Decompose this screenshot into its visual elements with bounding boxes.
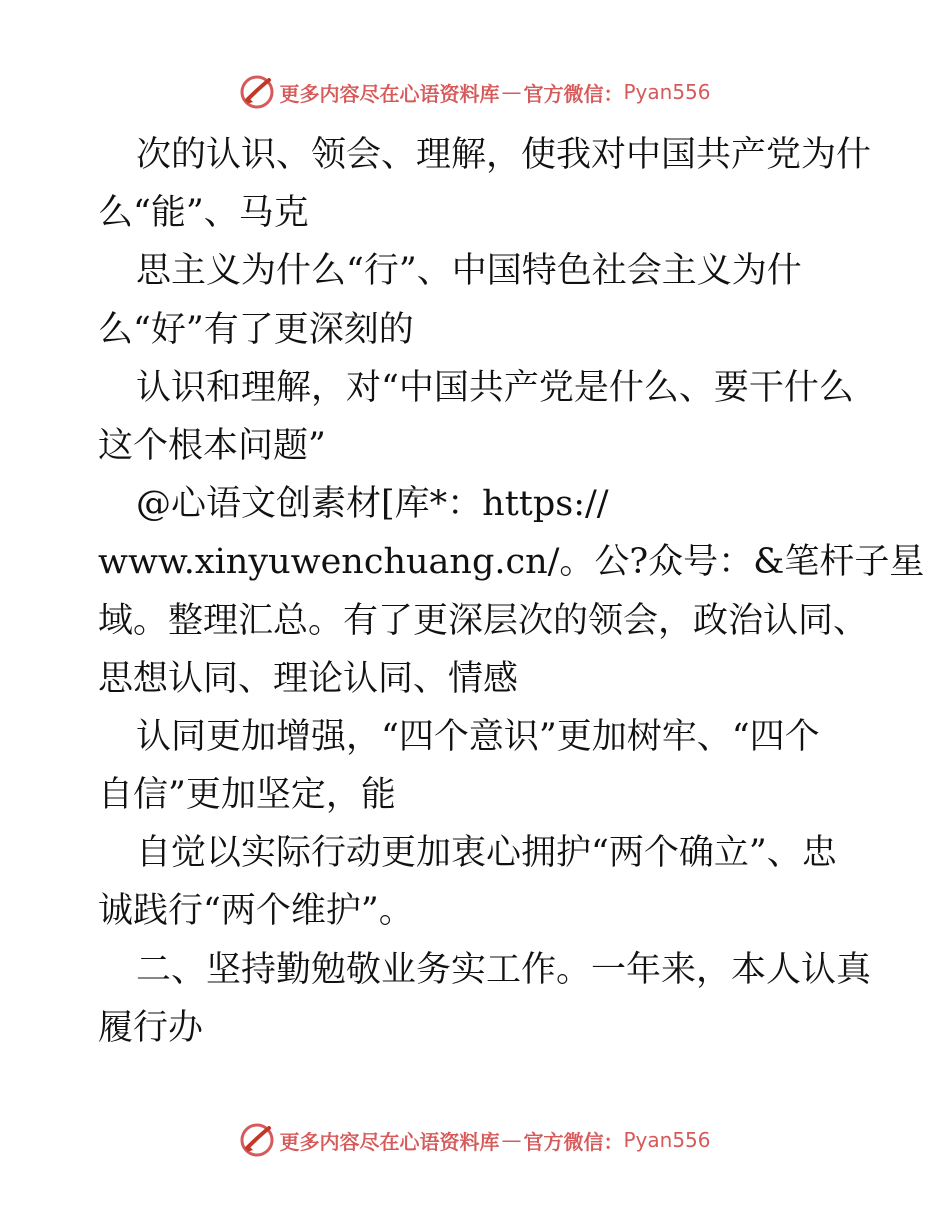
text-line: 认识和理解，对“中国共产党是什么、要干什么 (136, 367, 854, 408)
header-account-id: Pyan556 (623, 80, 711, 104)
header-account-label: 官方微信： (523, 81, 624, 106)
body-text (98, 126, 925, 1057)
text-line: 么“好”有了更深刻的 (98, 309, 414, 350)
footer-banner-text: 更多内容尽在心语资料库 (279, 1129, 500, 1154)
text-line: 思想认同、理论认同、情感 (98, 658, 519, 699)
text-line: 这个根本问题” (98, 425, 326, 466)
text-line: 二、坚持勤勉敬业务实工作。一年来，本人认真 (136, 949, 872, 990)
footer-account-id: Pyan556 (623, 1128, 711, 1152)
text-line: 认同更加增强，“四个意识”更加树牢、“四个 (136, 716, 820, 757)
header-banner-dash: — (501, 80, 522, 104)
brush-logo-icon (239, 1122, 275, 1158)
text-line: @心语文创素材[库*：https:// (136, 484, 609, 525)
footer-banner (0, 1120, 950, 1160)
text-line: 自信”更加坚定，能 (98, 775, 396, 816)
text-line: 诚践行“两个维护”。 (98, 891, 414, 932)
brush-logo-icon (239, 74, 275, 110)
header-banner (0, 72, 950, 112)
text-line: 履行办 (98, 1007, 204, 1048)
footer-banner-dash: — (501, 1128, 522, 1152)
text-line: 次的认识、领会、理解，使我对中国共产党为什 (136, 135, 872, 175)
text-line: 么“能”、马克 (98, 193, 309, 234)
header-banner-text: 更多内容尽在心语资料库 (279, 81, 500, 106)
text-line: 思主义为什么“行”、中国特色社会主义为什 (136, 251, 802, 292)
text-line: 自觉以实际行动更加衷心拥护“两个确立”、忠 (136, 833, 837, 874)
text-line: 域。整理汇总。有了更深层次的领会，政治认同、 (98, 600, 869, 641)
footer-account-label: 官方微信： (523, 1129, 624, 1154)
text-line: www.xinyuwenchuang.cn/。公?众号：&笔杆子星 (98, 542, 925, 583)
